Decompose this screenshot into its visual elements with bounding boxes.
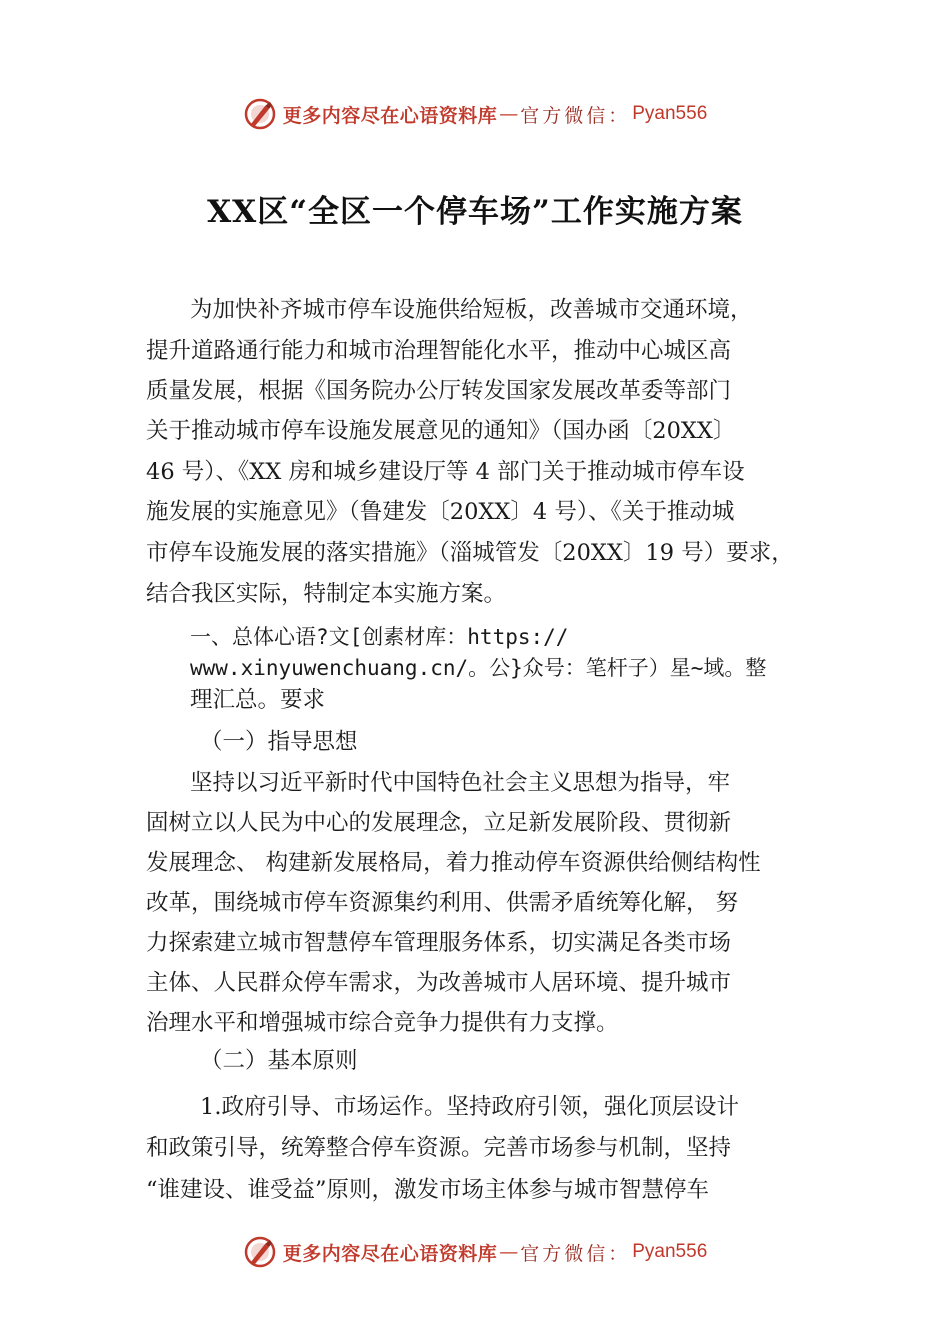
subsection-heading: （一）指导思想	[200, 729, 358, 755]
subsection-heading: （二）基本原则	[200, 1048, 358, 1074]
pen-nib-seal-icon	[243, 97, 277, 131]
watermark-wechat-label: 官方微信：	[520, 1242, 631, 1265]
body-line: 和政策引导，统筹整合停车资源。完善市场参与机制，坚持	[146, 1135, 732, 1161]
body-line: 46 号）、《XX 房和城乡建设厅等 4 部门关于推动城市停车设	[146, 459, 745, 485]
watermark-wechat-label: 官方微信：	[520, 104, 631, 127]
body-line: 主体、人民群众停车需求，为改善城市人居环境、提升城市	[146, 970, 732, 996]
watermark-banner-bottom	[0, 1232, 950, 1272]
document-title: XX区“全区一个停车场”工作实施方案	[207, 194, 743, 230]
body-line: 1.政府引导、市场运作。坚持政府引领，强化顶层设计	[200, 1094, 739, 1120]
body-line: 力探索建立城市智慧停车管理服务体系，切实满足各类市场	[146, 930, 732, 956]
body-line: www.xinyuwenchuang.cn/。公}众号：笔杆子）星~域。整	[190, 656, 767, 680]
body-line: 质量发展，根据《国务院办公厅转发国家发展改革委等部门	[146, 378, 732, 404]
pen-nib-seal-icon	[243, 1235, 277, 1269]
body-line: 治理水平和增强城市综合竞争力提供有力支撑。	[146, 1010, 619, 1036]
body-line: 发展理念、 构建新发展格局，着力推动停车资源供给侧结构性	[146, 850, 761, 876]
watermark-dash: —	[499, 1241, 519, 1263]
body-line: 施发展的实施意见》（鲁建发〔20XX〕4 号）、《关于推动城	[146, 499, 735, 525]
watermark-wechat-id: Pyan556	[632, 1241, 708, 1262]
watermark-banner-top	[0, 94, 950, 134]
body-line: 市停车设施发展的落实措施》（淄城管发〔20XX〕19 号）要求，	[146, 540, 794, 566]
watermark-wechat-id: Pyan556	[632, 103, 708, 124]
body-line: 结合我区实际，特制定本实施方案。	[146, 581, 507, 607]
watermark-dash: —	[499, 103, 519, 125]
body-line: 坚持以习近平新时代中国特色社会主义思想为指导，牢	[190, 770, 731, 796]
body-line: 为加快补齐城市停车设施供给短板，改善城市交通环境，	[190, 297, 753, 323]
watermark-text: 更多内容尽在心语资料库	[282, 1242, 498, 1265]
body-line: 改革，围绕城市停车资源集约利用、供需矛盾统筹化解， 努	[146, 890, 739, 916]
body-line: “谁建设、谁受益”原则，激发市场主体参与城市智慧停车	[146, 1177, 710, 1203]
watermark-text: 更多内容尽在心语资料库	[282, 104, 498, 127]
section-heading: 一、总体心语?文[创素材库：https://	[190, 625, 569, 649]
body-line: 关于推动城市停车设施发展意见的通知》（国办函〔20XX〕	[146, 418, 736, 444]
body-line: 固树立以人民为中心的发展理念，立足新发展阶段、贯彻新	[146, 810, 732, 836]
body-line: 提升道路通行能力和城市治理智能化水平，推动中心城区高	[146, 338, 732, 364]
body-line: 理汇总。要求	[190, 687, 326, 713]
